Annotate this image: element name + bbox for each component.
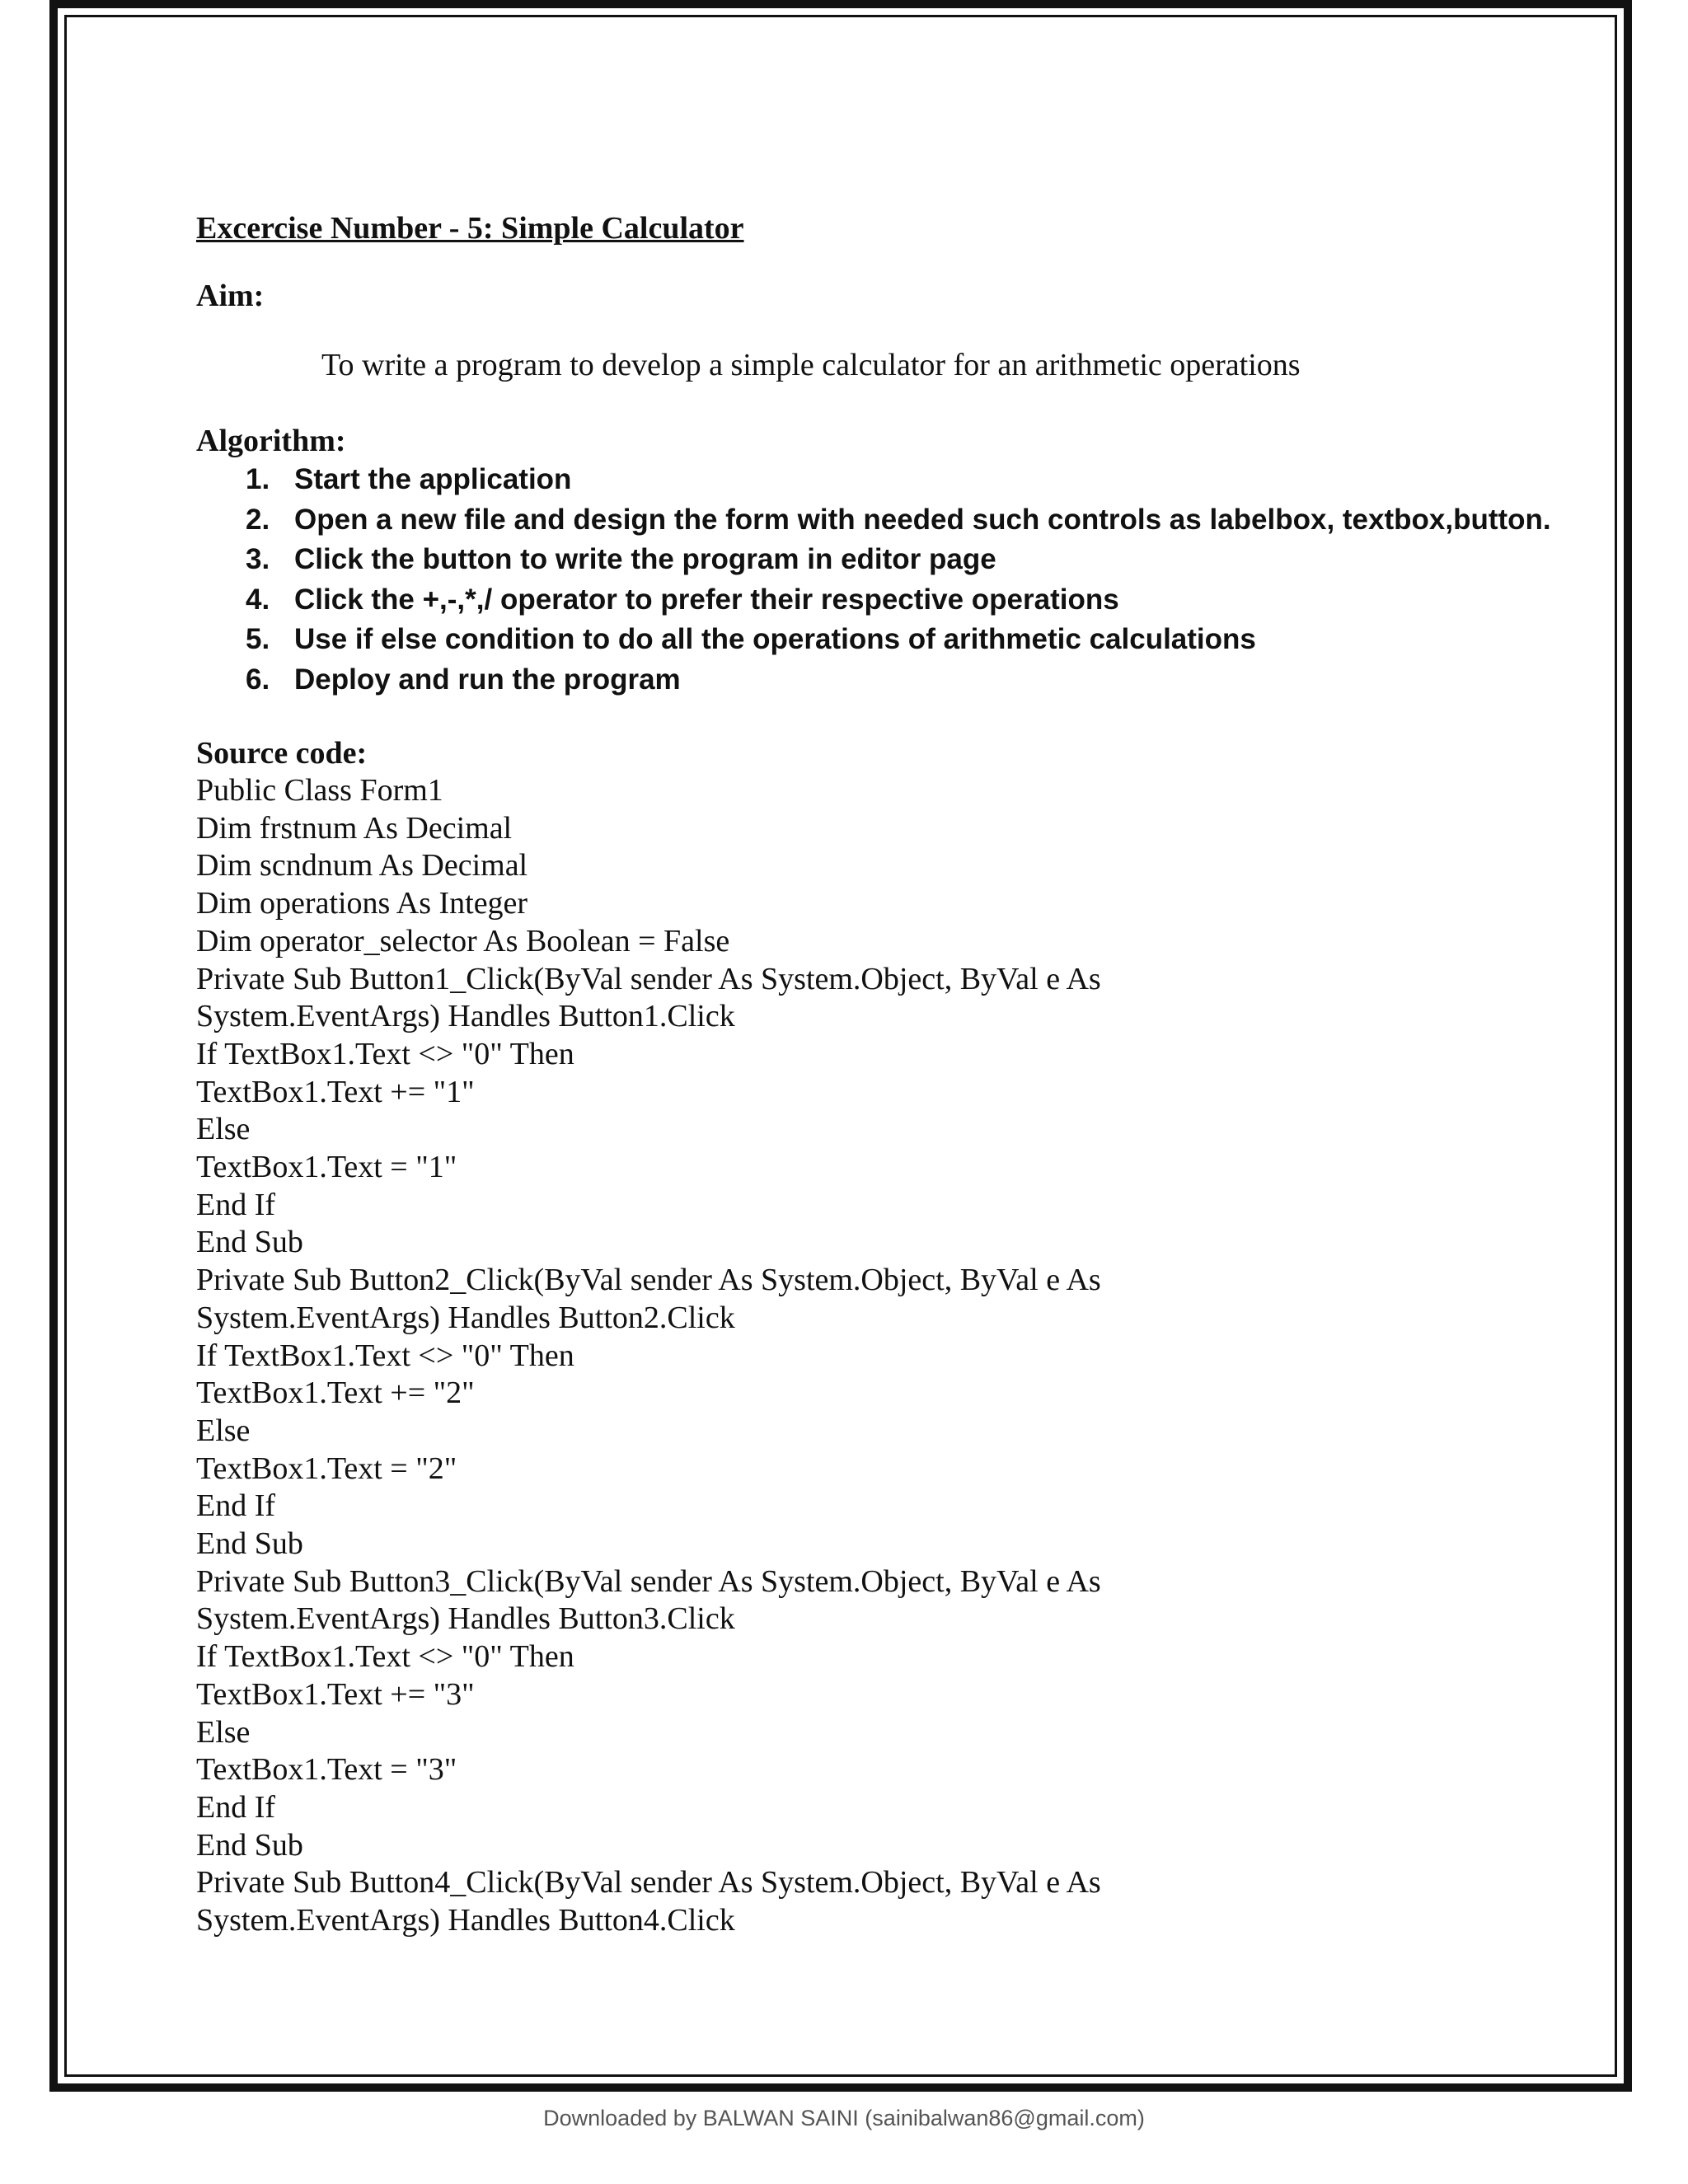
algorithm-step-number: 4. [246, 583, 270, 616]
code-line: TextBox1.Text += "2" [196, 1376, 475, 1411]
code-line: Dim operations As Integer [196, 886, 528, 921]
code-line: End If [196, 1187, 276, 1222]
document-body [196, 204, 1564, 1940]
code-line: Dim operator_selector As Boolean = False [196, 923, 730, 958]
algorithm-step-number: 3. [246, 543, 270, 575]
code-line: Else [196, 1413, 251, 1448]
algorithm-step-number: 6. [246, 663, 270, 696]
algorithm-heading: Algorithm: [196, 424, 346, 458]
code-line: TextBox1.Text = "1" [196, 1150, 457, 1185]
algorithm-step-text: Deploy and run the program [294, 663, 681, 696]
code-line: Private Sub Button3_Click(ByVal sender As System.Object, ByVal e As [196, 1563, 1101, 1599]
code-line: TextBox1.Text = "2" [196, 1451, 457, 1486]
code-line: End If [196, 1488, 276, 1524]
code-line: If TextBox1.Text <> "0" Then [196, 1639, 574, 1675]
algorithm-step-number: 1. [246, 463, 270, 495]
algorithm-step [246, 460, 1564, 500]
algorithm-step [246, 660, 1564, 701]
algorithm-step-text: Open a new file and design the form with needed such controls as labelbox, textbox,button. [294, 503, 1551, 536]
code-line: Else [196, 1112, 251, 1147]
aim-heading: Aim: [196, 279, 265, 313]
code-line: TextBox1.Text += "1" [196, 1074, 475, 1109]
algorithm-step-text: Click the button to write the program in editor page [294, 543, 996, 575]
algorithm-step-number: 5. [246, 623, 270, 655]
code-line: System.EventArgs) Handles Button4.Click [196, 1903, 735, 1938]
source-code-block [196, 772, 1564, 1940]
code-line: Private Sub Button1_Click(ByVal sender As System.Object, ByVal e As [196, 961, 1101, 996]
algorithm-step-text: Use if else condition to do all the operations of arithmetic calculations [294, 623, 1256, 655]
code-line: TextBox1.Text += "3" [196, 1676, 475, 1712]
code-line: Else [196, 1714, 251, 1750]
code-line: If TextBox1.Text <> "0" Then [196, 1036, 574, 1071]
code-line: System.EventArgs) Handles Button2.Click [196, 1300, 735, 1335]
algorithm-step [246, 620, 1564, 660]
code-line: End Sub [196, 1827, 303, 1863]
download-footer: Downloaded by BALWAN SAINI (sainibalwan86@gmail.com) [543, 2106, 1145, 2130]
aim-text: To write a program to develop a simple calculator for an arithmetic operations [321, 348, 1301, 382]
code-line: End Sub [196, 1526, 303, 1562]
code-line: Private Sub Button4_Click(ByVal sender As System.Object, ByVal e As [196, 1865, 1101, 1900]
algorithm-step [246, 500, 1564, 541]
code-line: System.EventArgs) Handles Button3.Click [196, 1601, 735, 1637]
code-line: If TextBox1.Text <> "0" Then [196, 1338, 574, 1373]
algorithm-steps [196, 460, 1564, 700]
code-line: System.EventArgs) Handles Button1.Click [196, 999, 735, 1034]
source-code-heading: Source code: [196, 736, 368, 771]
code-line: Public Class Form1 [196, 773, 443, 808]
code-line: End If [196, 1789, 276, 1825]
exercise-title: Excercise Number - 5: Simple Calculator [196, 211, 744, 246]
code-line: End Sub [196, 1225, 303, 1260]
algorithm-step-text: Click the +,-,*,/ operator to prefer their respective operations [294, 583, 1119, 616]
algorithm-step [246, 540, 1564, 580]
algorithm-step-number: 2. [246, 503, 270, 536]
algorithm-step [246, 580, 1564, 621]
code-line: Dim frstnum As Decimal [196, 810, 513, 846]
code-line: Private Sub Button2_Click(ByVal sender As System.Object, ByVal e As [196, 1263, 1101, 1298]
code-line: TextBox1.Text = "3" [196, 1752, 457, 1788]
algorithm-step-text: Start the application [294, 463, 572, 495]
code-line: Dim scndnum As Decimal [196, 848, 528, 883]
